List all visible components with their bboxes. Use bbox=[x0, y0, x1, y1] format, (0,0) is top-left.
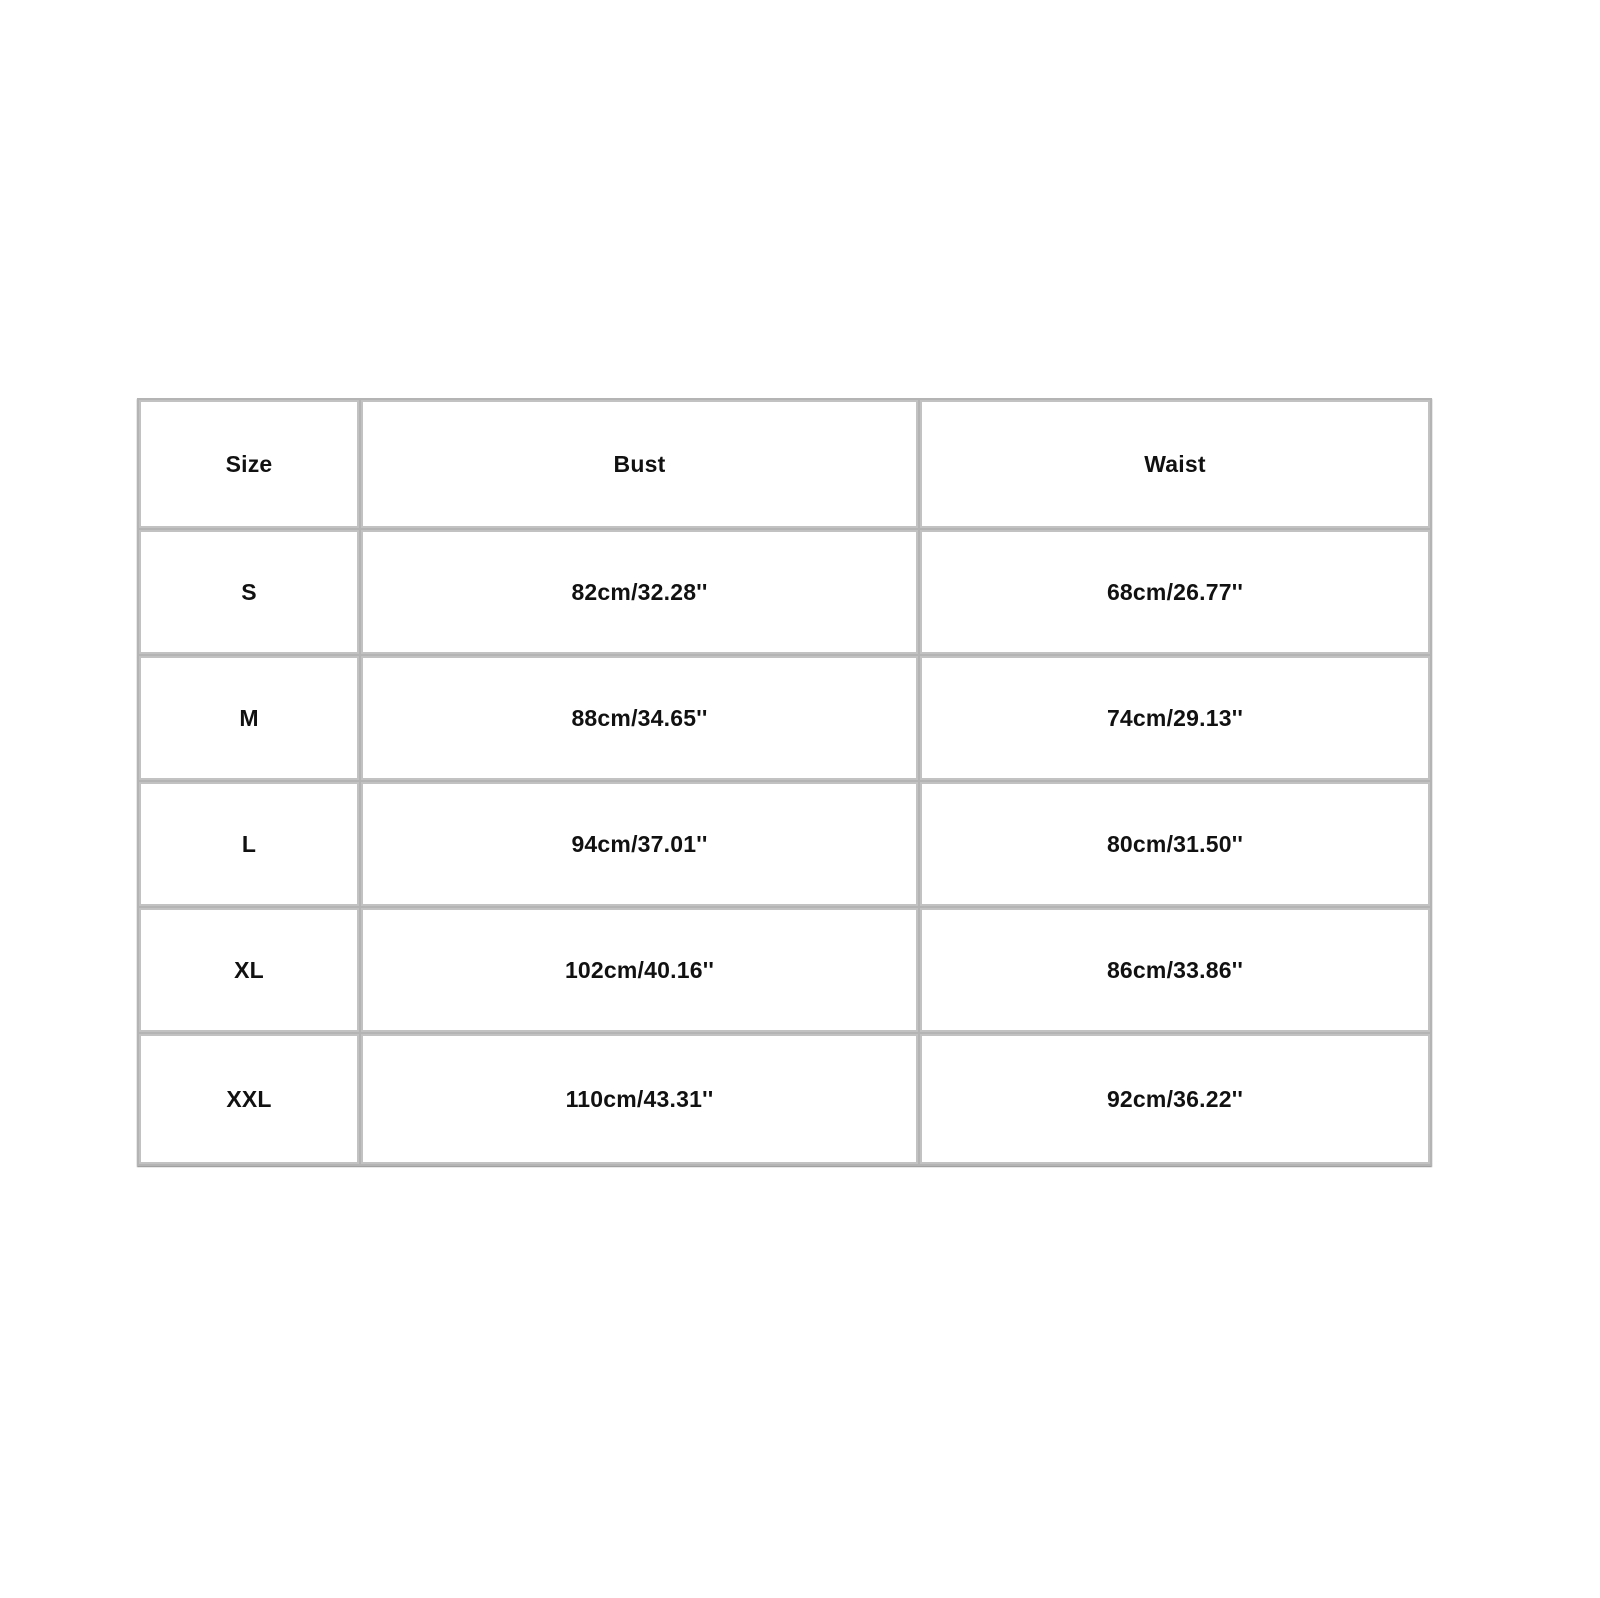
size-chart-table bbox=[137, 398, 1432, 1166]
header-row bbox=[139, 400, 1430, 528]
waist-cell: 68cm/26.77'' bbox=[920, 530, 1430, 654]
waist-cell: 80cm/31.50'' bbox=[920, 782, 1430, 906]
size-cell: L bbox=[139, 782, 359, 906]
size-cell: S bbox=[139, 530, 359, 654]
bust-cell: 82cm/32.28'' bbox=[361, 530, 918, 654]
table-row bbox=[139, 656, 1430, 780]
waist-cell: 86cm/33.86'' bbox=[920, 908, 1430, 1032]
header-bust: Bust bbox=[361, 400, 918, 528]
header-size: Size bbox=[139, 400, 359, 528]
table-row bbox=[139, 530, 1430, 654]
size-cell: XL bbox=[139, 908, 359, 1032]
size-cell: XXL bbox=[139, 1034, 359, 1164]
waist-cell: 92cm/36.22'' bbox=[920, 1034, 1430, 1164]
waist-cell: 74cm/29.13'' bbox=[920, 656, 1430, 780]
table-row bbox=[139, 1034, 1430, 1164]
bust-cell: 102cm/40.16'' bbox=[361, 908, 918, 1032]
bust-cell: 88cm/34.65'' bbox=[361, 656, 918, 780]
table-row bbox=[139, 782, 1430, 906]
size-chart-header bbox=[139, 400, 1430, 528]
bust-cell: 94cm/37.01'' bbox=[361, 782, 918, 906]
table-row bbox=[139, 908, 1430, 1032]
bust-cell: 110cm/43.31'' bbox=[361, 1034, 918, 1164]
header-waist: Waist bbox=[920, 400, 1430, 528]
size-cell: M bbox=[139, 656, 359, 780]
size-chart-body bbox=[139, 530, 1430, 1164]
